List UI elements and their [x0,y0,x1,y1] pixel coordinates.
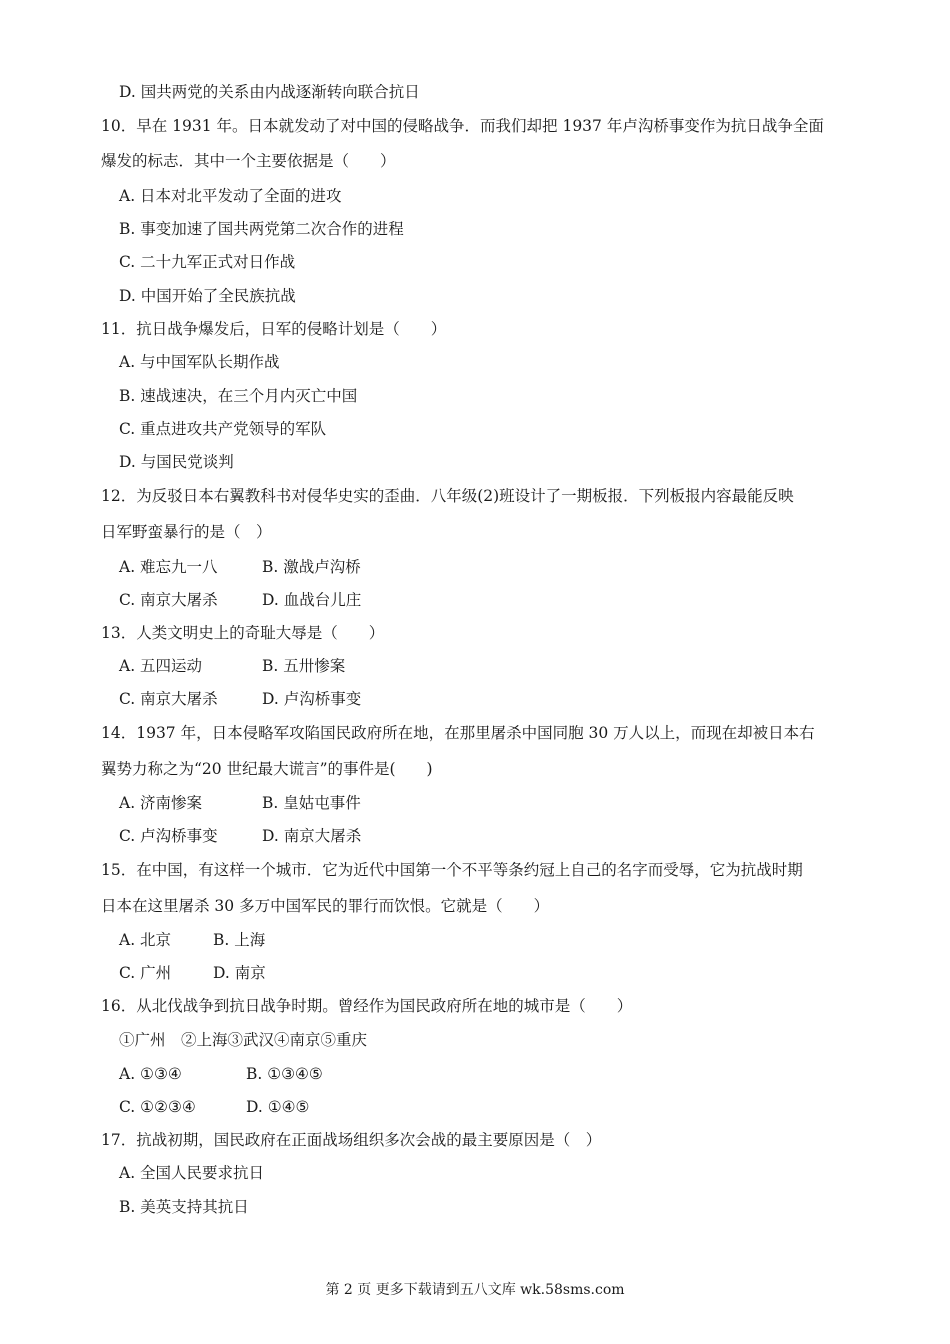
q15-option-c: C. 广州 [119,964,172,982]
q16-options-row-2 [119,1097,309,1117]
q16-option-a: A. ①③④ [119,1065,182,1083]
q10-option-a: A. 日本对北平发动了全面的进攻 [119,187,342,205]
q15-option-a: A. 北京 [119,931,172,949]
q13-options-row-2 [119,689,361,709]
q14-option-b: B. 皇姑屯事件 [262,794,361,812]
q14-option-c: C. 卢沟桥事变 [119,827,218,845]
q14-stem-line-2: 翼势力称之为“20 世纪最大谎言”的事件是( ) [101,760,433,778]
q16-options-row-1 [119,1064,323,1084]
q17-option-a: A. 全国人民要求抗日 [119,1164,265,1182]
q13-option-d: D. 卢沟桥事变 [262,690,362,708]
q16-option-b: B. ①③④⑤ [246,1065,323,1083]
q14-option-a: A. 济南惨案 [119,794,203,812]
q15-stem-line-2: 日本在这里屠杀 30 多万中国军民的罪行而饮恨。它就是（ ） [101,897,550,915]
q10-stem-line-2: 爆发的标志．其中一个主要依据是（ ） [101,152,396,170]
q10-option-c: C. 二十九军正式对日作战 [119,253,296,271]
q12-option-d: D. 血战台儿庄 [262,591,362,609]
q12-option-c: C. 南京大屠杀 [119,591,218,609]
q15-options-row-2 [119,963,266,983]
q15-option-b: B. 上海 [213,931,266,949]
q15-stem-line-1: 15．在中国，有这样一个城市．它为近代中国第一个不平等条约冠上自己的名字而受辱，它为抗战时期 [101,861,803,879]
q11-option-b: B. 速战速决，在三个月内灭亡中国 [119,387,358,405]
q17-stem: 17．抗战初期，国民政府在正面战场组织多次会战的最主要原因是（ ） [101,1131,602,1149]
q14-stem-line-1: 14．1937 年，日本侵略军攻陷国民政府所在地，在那里屠杀中国同胞 30 万人以上，而现在却被日本右 [101,724,815,742]
q11-option-c: C. 重点进攻共产党领导的军队 [119,420,327,438]
q10-stem-line-1: 10．早在 1931 年。日本就发动了对中国的侵略战争．而我们却把 1937 年卢沟桥事变作为抗日战争全面 [101,117,824,135]
q13-option-b: B. 五卅惨案 [262,657,346,675]
q14-options-row-2 [119,826,361,846]
q9-option-d: D. 国共两党的关系由内战逐渐转向联合抗日 [119,83,420,101]
q16-choices-list: ①广州 ②上海③武汉④南京⑤重庆 [119,1031,368,1049]
q12-option-b: B. 激战卢沟桥 [262,558,361,576]
q11-option-a: A. 与中国军队长期作战 [119,353,280,371]
q14-option-d: D. 南京大屠杀 [262,827,362,845]
q13-stem: 13．人类文明史上的奇耻大辱是（ ） [101,624,385,642]
q10-option-d: D. 中国开始了全民族抗战 [119,287,296,305]
q11-stem: 11．抗日战争爆发后，日军的侵略计划是（ ） [101,320,447,338]
q12-options-row-1 [119,557,361,577]
q17-option-b: B. 美英支持其抗日 [119,1198,249,1216]
q15-option-d: D. 南京 [213,964,266,982]
q13-options-row-1 [119,656,345,676]
q16-stem: 16．从北伐战争到抗日战争时期。曾经作为国民政府所在地的城市是（ ） [101,997,633,1015]
q11-option-d: D. 与国民党谈判 [119,453,234,471]
q12-stem-line-2: 日军野蛮暴行的是（ ） [101,523,272,541]
q12-stem-line-1: 12．为反驳日本右翼教科书对侵华史实的歪曲．八年级(2)班设计了一期板报．下列板报内容最能反映 [101,487,794,505]
q12-options-row-2 [119,590,361,610]
q16-option-c: C. ①②③④ [119,1098,196,1116]
q14-options-row-1 [119,793,361,813]
q12-option-a: A. 难忘九一八 [119,558,218,576]
page-footer: 第 2 页 更多下载请到五八文库 wk.58sms.com [325,1282,625,1298]
q16-option-d: D. ①④⑤ [246,1098,310,1116]
q10-option-b: B. 事变加速了国共两党第二次合作的进程 [119,220,404,238]
q13-option-c: C. 南京大屠杀 [119,690,218,708]
q15-options-row-1 [119,930,265,950]
q13-option-a: A. 五四运动 [119,657,203,675]
